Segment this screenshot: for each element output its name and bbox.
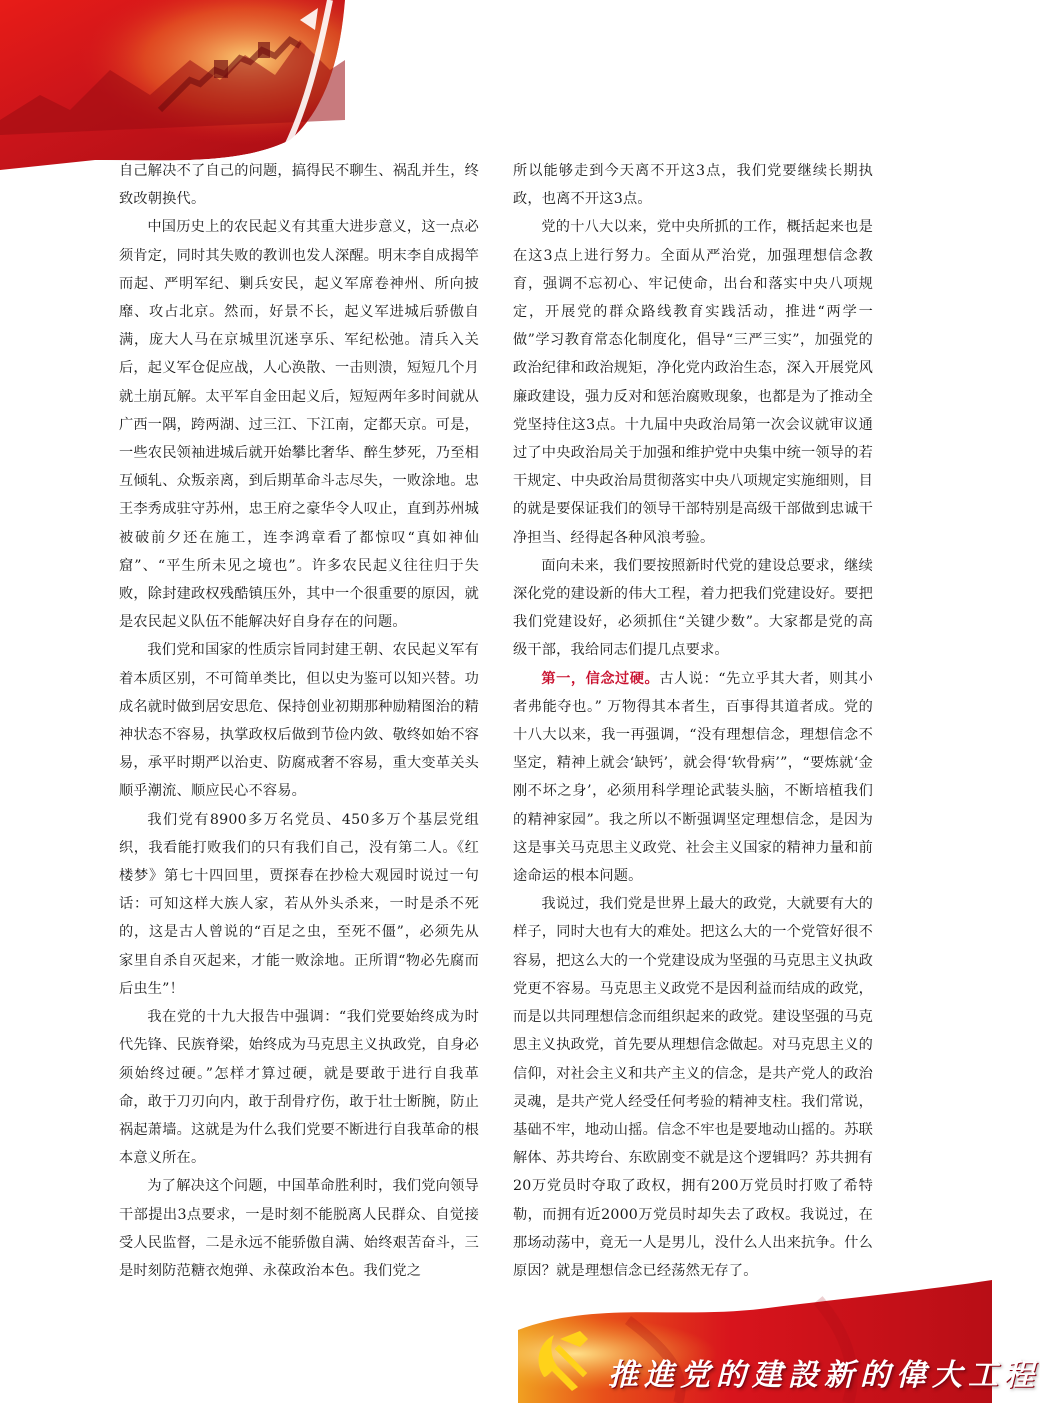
paragraph: [119, 806, 479, 1003]
great-wall-banner-image: [0, 0, 345, 170]
paragraph: [513, 213, 873, 551]
paragraph: [119, 213, 479, 636]
paragraph-highlight: 第一，信念过硬。: [541, 670, 660, 687]
paragraph-text: 中国历史上的农民起义有其重大进步意义，这一点必须肯定，同时其失败的教训也发人深醒。明末李自成揭竿而起、严明军纪、剿兵安民，起义军席卷神州、所向披靡、攻占北京。然而，好景不长，起义军进城后骄傲自满，庞大人马在京城里沉迷享乐、军纪松弛。清兵入关后，起义军仓促应战，人心涣散、一击则溃，短短几个月就土崩瓦解。太平军自金田起义后，短短两年多时间就从广西一隅，跨两湖、过三江、下江南，定都天京。可是，一些农民领袖进城后就开始攀比奢华、醉生梦死，乃至相互倾轧、众叛亲离，到后期革命斗志尽失，一败涂地。忠王李秀成驻守苏州，忠王府之豪华令人叹止，直到苏州城被破前夕还在施工，连李鸿章看了都惊叹“真如神仙窟”、“平生所未见之境也”。许多农民起义往往归于失败，除封建政权残酷镇压外，其中一个很重要的原因，就是农民起义队伍不能解决好自身存在的问题。: [119, 219, 479, 631]
paragraph: [513, 552, 873, 665]
paragraph-text: 我在党的十九大报告中强调：“我们党要始终成为时代先锋、民族脊梁，始终成为马克思主义执政党，自身必须始终过硬。”怎样才算过硬，就是要敢于进行自我革命，敢于刀刃向内，敢于刮骨疗伤，敢于壮士断腕，防止祸起萧墙。这就是为什么我们党要不断进行自我革命的根本意义所在。: [119, 1009, 479, 1167]
paragraph-text: 我们党有8900多万名党员、450多万个基层党组织，我看能打败我们的只有我们自己，没有第二人。《红楼梦》第七十四回里，贾探春在抄检大观园时说过一句话：可知这样大族人家，若从外头杀来，一时是杀不死的，这是古人曾说的“百足之虫，至死不僵”，必须先从家里自杀自灭起来，才能一败涂地。正所谓“物必先腐而后虫生”！: [119, 811, 479, 997]
paragraph-text: 我说过，我们党是世界上最大的政党，大就要有大的样子，同时大也有大的难处。把这么大的一个党管好很不容易，把这么大的一个党建设成为坚强的马克思主义执政党更不容易。马克思主义政党不是因利益而结成的政党，而是以共同理想信念而组织起来的政党。建设坚强的马克思主义执政党，首先要从理想信念做起。对马克思主义的信仰，对社会主义和共产主义的信念，是共产党人的政治灵魂，是共产党人经受任何考验的精神支柱。我们常说，基础不牢，地动山摇。信念不牢也是要地动山摇的。苏联解体、苏共垮台、东欧剧变不就是这个逻辑吗？苏共拥有20万党员时夺取了政权，拥有200万党员时打败了希特勒，而拥有近2000万党员时却失去了政权。我说过，在那场动荡中，竟无一人是男儿，没什么人出来抗争。什么原因？就是理想信念已经荡然无存了。: [513, 896, 873, 1279]
paragraph-text: 党的十八大以来，党中央所抓的工作，概括起来也是在这3点上进行努力。全面从严治党，加强理想信念教育，强调不忘初心、牢记使命，出台和落实中央八项规定，开展党的群众路线教育实践活动，推进“两学一做”学习教育常态化制度化，倡导“三严三实”，加强党的政治纪律和政治规矩，净化党内政治生态，深入开展党风廉政建设，强力反对和惩治腐败现象，也都是为了推动全党坚持住这3点。十九届中央政治局第一次会议就审议通过了中央政治局关于加强和维护党中央集中统一领导的若干规定、中央政治局贯彻落实中央八项规定实施细则，目的就是要保证我们的领导干部特别是高级干部做到忠诚干净担当、经得起各种风浪考验。: [513, 219, 873, 546]
footer-slogan-banner: [518, 1280, 1040, 1403]
paragraph-text: 自己解决不了自己的问题，搞得民不聊生、祸乱并生，终致改朝换代。: [119, 163, 479, 208]
body-text-left-column: [119, 157, 479, 1285]
paragraph-text: 我们党和国家的性质宗旨同封建王朝、农民起义军有着本质区别，不可简单类比，但以史为鉴可以知兴替。功成名就时做到居安思危、保持创业初期那种励精图治的精神状态不容易，执掌政权后做到节俭内敛、敬终如始不容易，承平时期严以治吏、防腐戒奢不容易，重大变革关头顺乎潮流、顺应民心不容易。: [119, 642, 479, 800]
paragraph-text: 所以能够走到今天离不开这3点，我们党要继续长期执政，也离不开这3点。: [513, 163, 873, 208]
paragraph: [513, 665, 873, 891]
header-decorative-banner: [0, 0, 345, 170]
paragraph: [119, 1172, 479, 1285]
party-emblem-icon: [530, 1325, 600, 1395]
paragraph: [119, 1003, 479, 1172]
paragraph-text: 为了解决这个问题，中国革命胜利时，我们党向领导干部提出3点要求，一是时刻不能脱离人民群众、自觉接受人民监督，二是永远不能骄傲自满、始终艰苦奋斗，三是时刻防范糖衣炮弹、永葆政治本色。我们党之: [119, 1178, 479, 1279]
slogan-text: 推進党的建設新的偉大工程: [608, 1358, 1040, 1393]
paragraph: [119, 157, 479, 213]
body-text-right-column: [513, 157, 873, 1285]
paragraph: [513, 157, 873, 213]
paragraph-text: 面向未来，我们要按照新时代党的建设总要求，继续深化党的建设新的伟大工程，着力把我们党建设好。要把我们党建设好，必须抓住“关键少数”。大家都是党的高级干部，我给同志们提几点要求。: [513, 557, 873, 659]
paragraph: [119, 636, 479, 805]
paragraph-text: 古人说：“先立乎其大者，则其小者弗能夺也。” 万物得其本者生，百事得其道者成。党的十八大以来，我一再强调，“没有理想信念，理想信念不坚定，精神上就会‘缺钙’，就会得‘软骨病’”，“要炼就‘金刚不坏之身’，必须用科学理论武装头脑，不断培植我们的精神家园”。我之所以不断强调坚定理想信念，是因为这是事关马克思主义政党、社会主义国家的精神力量和前途命运的根本问题。: [513, 670, 873, 885]
paragraph: [513, 890, 873, 1285]
